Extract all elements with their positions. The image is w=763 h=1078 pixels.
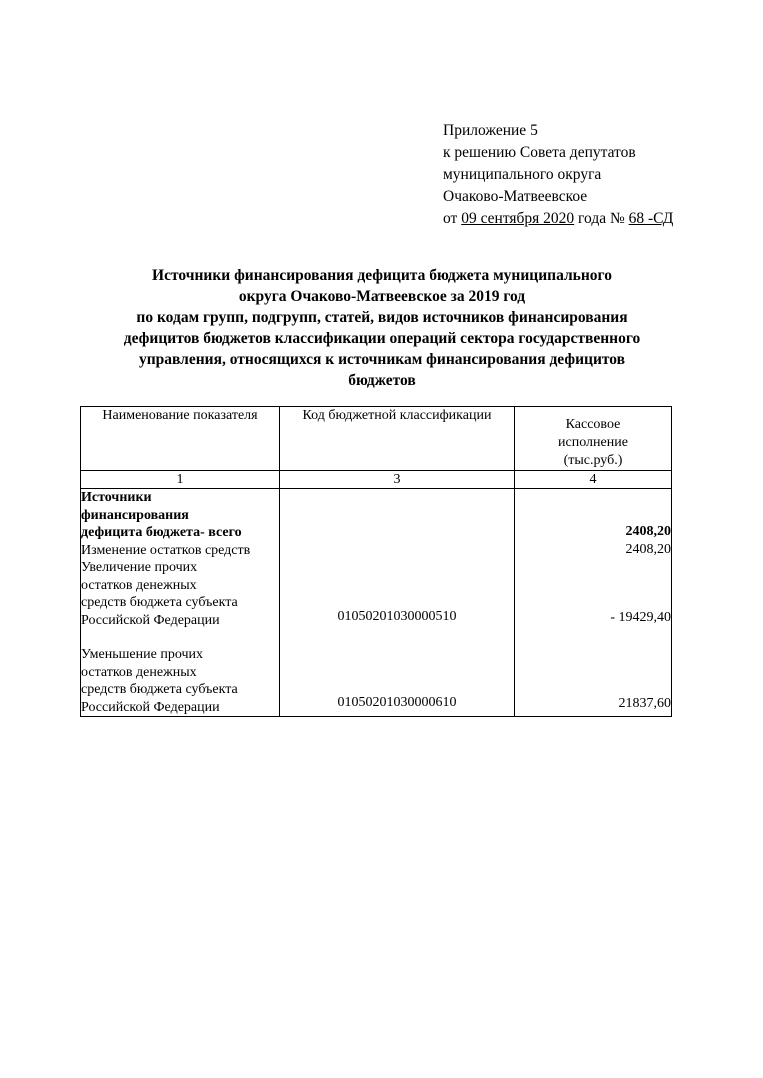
date-middle: года №	[574, 210, 629, 227]
code-spacer-6	[280, 574, 514, 591]
row-2-value: 2408,20	[625, 541, 671, 557]
appendix-line-2: к решению Совета депутатов	[443, 144, 636, 161]
row-4-name-line-1: Уменьшение прочих	[81, 647, 203, 662]
column-number-2: 3	[280, 471, 515, 489]
decision-date: 09 сентября 2020	[461, 210, 575, 227]
value-spacer-3	[515, 558, 671, 575]
decision-number: 68 -СД	[628, 210, 674, 227]
code-spacer-4	[280, 540, 514, 557]
table-header-row	[81, 407, 672, 471]
code-spacer-10	[280, 660, 514, 677]
code-spacer-5	[280, 557, 514, 574]
header-cell-execution	[515, 407, 672, 471]
appendix-line-1: Приложение 5	[443, 122, 538, 139]
code-spacer-9	[280, 643, 514, 660]
appendix-decision-date-line	[443, 208, 743, 230]
code-spacer-8	[280, 626, 514, 643]
title-line-5: управления, относящихся к источникам финансирования дефицитов	[138, 351, 626, 368]
value-spacer-1	[515, 489, 671, 506]
row-3-value: - 19429,40	[610, 610, 671, 625]
appendix-line-3: муниципального округа	[443, 166, 602, 183]
row-4-name-line-3: средств бюджета субъекта	[81, 682, 238, 697]
title-line-1: Источники финансирования дефицита бюджета муниципального	[152, 267, 612, 284]
body-cell-values	[515, 489, 672, 717]
row-2-name-line-1: Изменение остатков средств	[81, 542, 251, 558]
column-number-1: 1	[81, 471, 280, 489]
row-4-name-line-2: остатков денежных	[81, 664, 197, 680]
code-spacer-7	[280, 591, 514, 608]
header-execution-line-2: исполнение	[558, 435, 628, 450]
title-line-4: дефицитов бюджетов классификации операций сектора государственного	[123, 330, 641, 347]
value-spacer-9	[515, 678, 671, 695]
row-3-name-line-4: Российской Федерации	[81, 612, 220, 628]
code-spacer-11	[280, 677, 514, 694]
row-1-name-line-2: финансирования	[81, 507, 189, 523]
value-spacer-8	[515, 661, 671, 678]
code-spacer-3	[280, 523, 514, 540]
row-4-code: 01050201030000610	[337, 694, 457, 710]
row-3-name-line-2: остатков денежных	[81, 577, 197, 593]
code-spacer-1	[280, 489, 514, 506]
row-1-value: 2408,20	[625, 524, 671, 539]
table-column-number-row	[81, 471, 672, 489]
budget-sources-table	[80, 406, 672, 717]
name-spacer	[81, 629, 279, 646]
appendix-reference-block	[443, 120, 743, 230]
body-cell-names	[81, 489, 280, 717]
header-execution-line-1: Кассовое	[565, 417, 621, 432]
row-4-name-line-4: Российской Федерации	[81, 699, 220, 715]
header-execution-line-3: (тыс.руб.)	[563, 453, 623, 468]
body-cell-codes	[280, 489, 515, 717]
row-3-code: 01050201030000510	[337, 609, 457, 624]
row-4-value: 21837,60	[618, 695, 671, 711]
header-cell-code: Код бюджетной классификации	[280, 407, 515, 471]
value-spacer-4	[515, 575, 671, 592]
value-spacer-5	[515, 592, 671, 609]
date-prefix: от	[443, 210, 462, 227]
value-spacer-6	[515, 627, 671, 644]
table-body-row	[81, 489, 672, 717]
row-3-name-line-3: средств бюджета субъекта	[81, 595, 238, 610]
value-spacer-7	[515, 644, 671, 661]
appendix-line-4: Очаково-Матвеевское	[443, 188, 588, 205]
title-line-2: округа Очаково-Матвеевское за 2019 год	[238, 288, 526, 305]
row-1-name-line-1: Источники	[81, 490, 152, 505]
row-1-name-line-3: дефицита бюджета- всего	[81, 525, 242, 540]
header-cell-name: Наименование показателя	[81, 407, 280, 471]
title-line-3: по кодам групп, подгрупп, статей, видов источников финансирования	[136, 309, 628, 326]
row-3-name-line-1: Увеличение прочих	[81, 560, 198, 575]
page-title	[80, 265, 684, 391]
budget-table-wrapper	[80, 406, 671, 717]
column-number-3: 4	[515, 471, 672, 489]
code-spacer-2	[280, 506, 514, 523]
title-line-6: бюджетов	[348, 372, 416, 389]
value-spacer-2	[515, 506, 671, 523]
